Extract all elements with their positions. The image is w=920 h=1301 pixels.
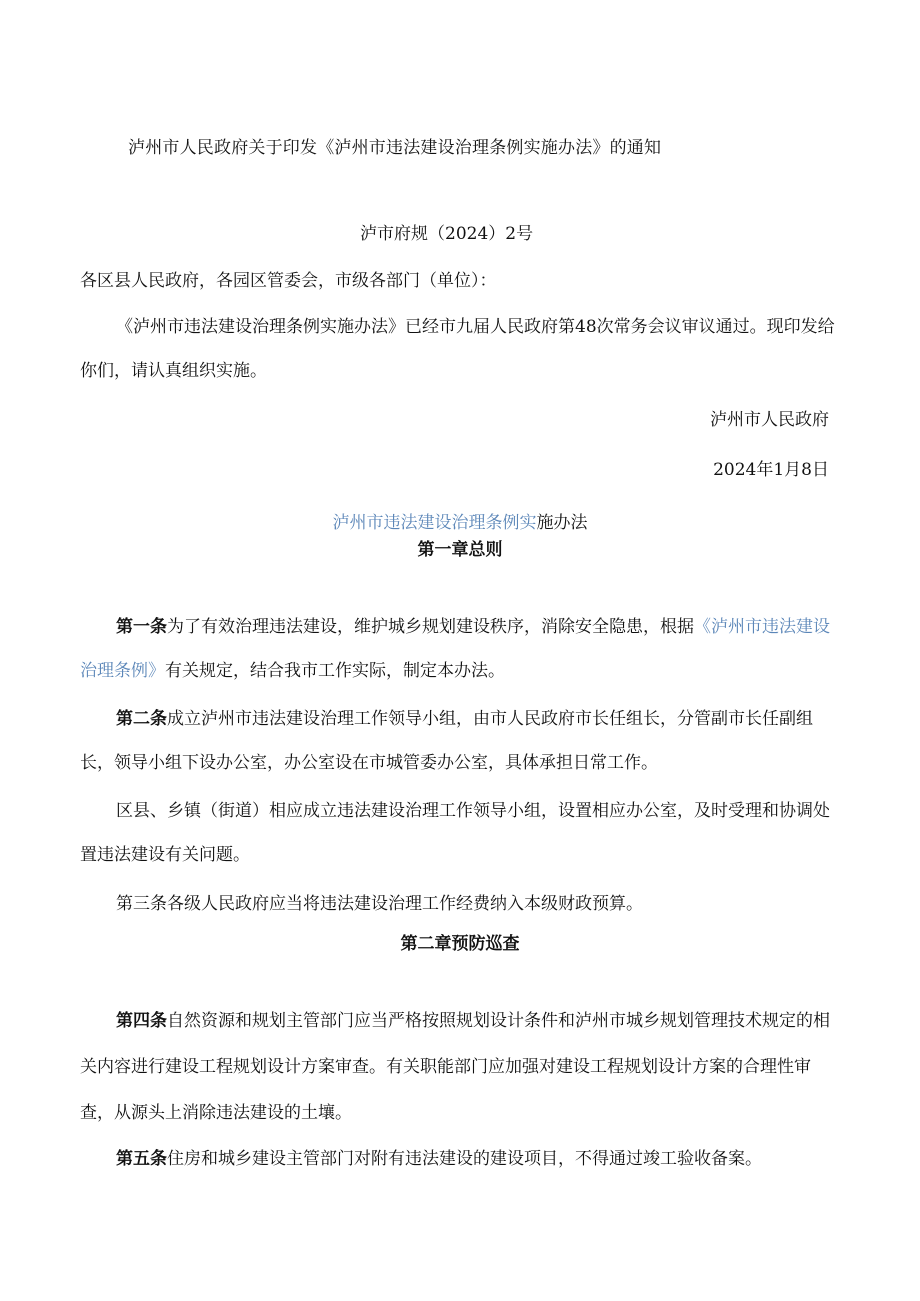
measures-title xyxy=(0,508,920,533)
addressee: 各区县人民政府，各园区管委会，市级各部门（单位）： xyxy=(80,271,497,291)
article-label: 第五条 xyxy=(116,1149,167,1169)
notice-title: 泸州市人民政府关于印发《泸州市违法建设治理条例实施办法》的通知 xyxy=(128,138,662,158)
chapter-heading: 第二章预防巡查 xyxy=(400,934,520,954)
article-2-paragraph-2 xyxy=(80,789,840,877)
article-label: 第一条 xyxy=(116,617,167,637)
measures-title-link[interactable]: 泸州市违法建设治理条例实 xyxy=(332,513,537,533)
document-number: 泸市府规（2024）2号 xyxy=(360,224,534,244)
article-text: 区县、乡镇（街道）相应成立违法建设治理工作领导小组，设置相应办公室，及时受理和协调处置违法建设有关问题。 xyxy=(80,801,830,865)
article-1 xyxy=(80,605,840,693)
measures-title-rest: 施办法 xyxy=(536,513,588,533)
article-2 xyxy=(80,697,840,785)
article-3 xyxy=(80,882,840,926)
article-text: 成立泸州市违法建设治理工作领导小组，由市人民政府市长任组长，分管副市长任副组长，领导小组下设办公室，办公室设在市城管委办公室，具体承担日常工作。 xyxy=(80,709,813,773)
chapter-heading: 第一章总则 xyxy=(417,540,503,560)
article-text: 第三条各级人民政府应当将违法建设治理工作经费纳入本级财政预算。 xyxy=(116,894,643,914)
signature-date: 2024年1月8日 xyxy=(713,460,829,480)
article-5 xyxy=(80,1137,840,1181)
article-label: 第四条 xyxy=(116,1011,167,1031)
article-text: 住房和城乡建设主管部门对附有违法建设的建设项目，不得通过竣工验收备案。 xyxy=(167,1149,762,1169)
regulation-link[interactable]: 《泸州市违法建设治理条例》 xyxy=(80,617,830,681)
signature-organization: 泸州市人民政府 xyxy=(710,410,829,430)
article-text: 有关规定，结合我市工作实际，制定本办法。 xyxy=(165,661,505,681)
article-text: 为了有效治理违法建设，维护城乡规划建设秩序，消除安全隐患，根据 xyxy=(167,617,694,637)
article-text: 自然资源和规划主管部门应当严格按照规划设计条件和泸州市城乡规划管理技术规定的相关内容进行建设工程规划设计方案审查。有关职能部门应加强对建设工程规划设计方案的合理性审查，从源头上消除违法建设的土壤。 xyxy=(80,1011,830,1123)
notice-body-text: 《泸州市违法建设治理条例实施办法》已经市九届人民政府第48次常务会议审议通过。现印发给你们，请认真组织实施。 xyxy=(80,317,835,381)
notice-body xyxy=(80,305,840,393)
article-4 xyxy=(80,998,840,1136)
article-label: 第二条 xyxy=(116,709,167,729)
